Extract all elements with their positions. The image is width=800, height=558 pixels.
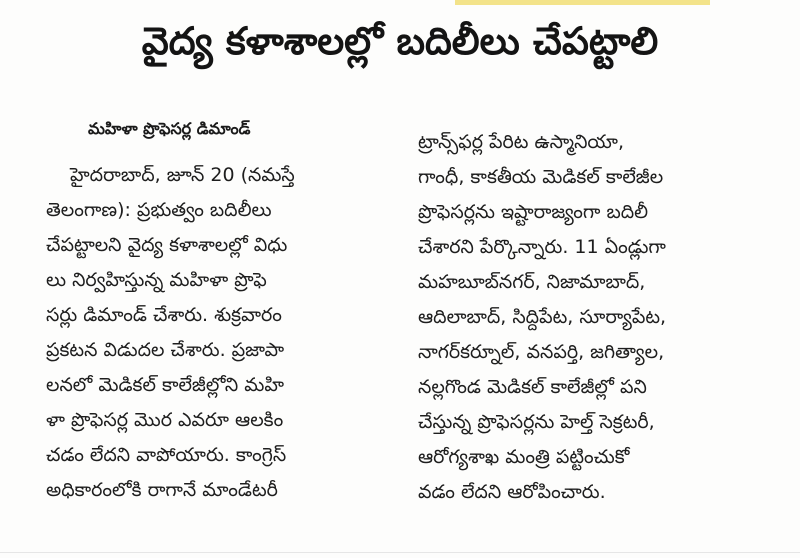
left-line: చేపట్టాలని వైద్య కళాశాలల్లో విధు <box>46 234 288 256</box>
headline: వైద్య కళాశాలల్లో బదిలీలు చేపట్టాలి <box>141 19 659 63</box>
right-line: చేస్తున్న ప్రొఫెసర్లను హెల్త్ సెక్రటరీ, <box>418 411 655 433</box>
right-line: ఆదిలాబాద్, సిద్దిపేట, సూర్యాపేట, <box>418 306 667 328</box>
right-line: ట్రాన్స్‌ఫర్ల పేరిట ఉస్మానియా, <box>418 131 624 153</box>
right-line: ఆరోగ్యశాఖ మంత్రి పట్టించుకో <box>418 446 630 468</box>
bottom-divider <box>0 552 800 553</box>
right-line: వడం లేదని ఆరోపించారు. <box>418 481 606 503</box>
left-line: ళా ప్రొఫెసర్ల మొర ఎవరూ ఆలకిం <box>46 409 284 431</box>
right-line: చేశారని పేర్కొన్నారు. 11 ఏండ్లుగా <box>418 236 666 258</box>
subheading: మహిళా ప్రొఫెసర్ల డిమాండ్ <box>88 119 251 138</box>
left-line: హైదరాబాద్, జూన్ 20 (నమస్తే <box>70 164 295 186</box>
left-line: చడం లేదని వాపోయారు. కాంగ్రెస్ <box>46 444 287 466</box>
left-column <box>46 158 396 508</box>
left-line: సర్లు డిమాండ్ చేశారు. శుక్రవారం <box>46 304 282 326</box>
right-line: నాగర్‌కర్నూల్, వనపర్తి, జగిత్యాల, <box>418 341 665 363</box>
left-line: లు నిర్వహిస్తున్న మహిళా ప్రొఫె <box>46 269 267 291</box>
left-line: తెలంగాణ): ప్రభుత్వం బదిలీలు <box>46 199 272 221</box>
highlight-strip <box>455 0 710 5</box>
left-line: లనలో మెడికల్ కాలేజీల్లోని మహి <box>46 374 285 396</box>
right-line: మహబూబ్‌నగర్, నిజామాబాద్, <box>418 271 646 293</box>
left-line: అధికారంలోకి రాగానే మాండేటరీ <box>46 479 278 501</box>
right-line: గాంధీ, కాకతీయ మెడికల్ కాలేజీల <box>418 166 664 188</box>
right-line: ప్రొఫెసర్లను ఇష్టారాజ్యంగా బదిలీ <box>418 201 649 223</box>
left-line: ప్రకటన విడుదల చేశారు. ప్రజాపా <box>46 339 285 361</box>
right-column <box>418 125 763 510</box>
right-line: నల్లగొండ మెడికల్ కాలేజీల్లో పని <box>418 376 647 398</box>
